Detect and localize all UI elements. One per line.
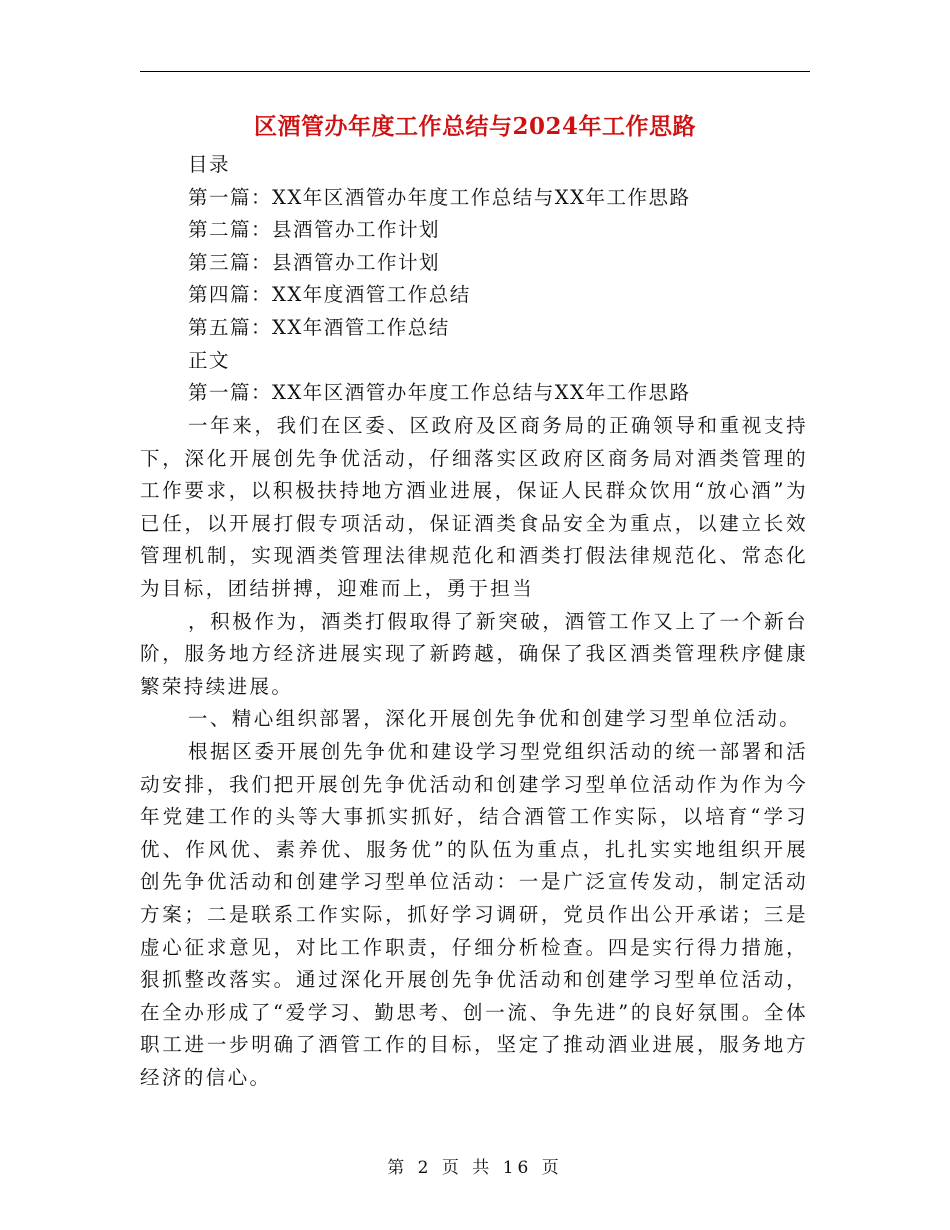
toc-item-5: 第五篇：XX年酒管工作总结: [188, 315, 450, 339]
document-title: 区酒管办年度工作总结与2024年工作思路: [253, 113, 696, 140]
page-number: 第 2 页 共 16 页: [387, 1158, 563, 1178]
body-paragraph: ，积极作为，酒类打假取得了新突破，酒管工作又上了一个新台阶，服务地方经济进展实现了新跨越，确保了我区酒类管理秩序健康繁荣持续进展。: [140, 609, 808, 698]
toc-item-1: 第一篇：XX年区酒管办年度工作总结与XX年工作思路: [188, 185, 691, 209]
document-body: [140, 410, 808, 1094]
body-paragraph: 一年来，我们在区委、区政府及区商务局的正确领导和重视支持下，深化开展创先争优活动，仔细落实区政府区商务局对酒类管理的工作要求，以积极扶持地方酒业进展，保证人民群众饮用“放心酒”为已任，以开展打假专项活动，保证酒类食品安全为重点，以建立长效管理机制，实现酒类管理法律规范化和酒类打假法律规范化、常态化为目标，团结拼搏，迎难而上，勇于担当: [140, 414, 808, 600]
table-of-contents: [188, 149, 810, 410]
header-rule: [140, 71, 810, 72]
toc-item-4: 第四篇：XX年度酒管工作总结: [188, 283, 471, 307]
section-heading: 一、精心组织部署，深化开展创先争优和创建学习型单位活动。: [188, 707, 802, 731]
body-paragraph: 根据区委开展创先争优和建设学习型党组织活动的统一部署和活动安排，我们把开展创先争优活动和创建学习型单位活动作为作为今年党建工作的头等大事抓实抓好，结合酒管工作实际，以培育“学习优、作风优、素养优、服务优”的队伍为重点，扎扎实实地组织开展创先争优活动和创建学习型单位活动：一是广泛宣传发动，制定活动方案；二是联系工作实际，抓好学习调研，党员作出公开承诺；三是虚心征求意见，对比工作职责，仔细分析检查。四是实行得力措施，狠抓整改落实。通过深化开展创先争优活动和创建学习型单位活动，在全办形成了“爱学习、勤思考、创一流、争先进”的良好氛围。全体职工进一步明确了酒管工作的目标，坚定了推动酒业进展，服务地方经济的信心。: [140, 739, 808, 1089]
body-heading: 正文: [188, 348, 231, 372]
toc-heading: 目录: [188, 153, 231, 176]
chapter-title: 第一篇：XX年区酒管办年度工作总结与XX年工作思路: [188, 381, 691, 405]
toc-item-2: 第二篇：县酒管办工作计划: [188, 218, 441, 242]
toc-item-3: 第三篇：县酒管办工作计划: [188, 250, 441, 274]
